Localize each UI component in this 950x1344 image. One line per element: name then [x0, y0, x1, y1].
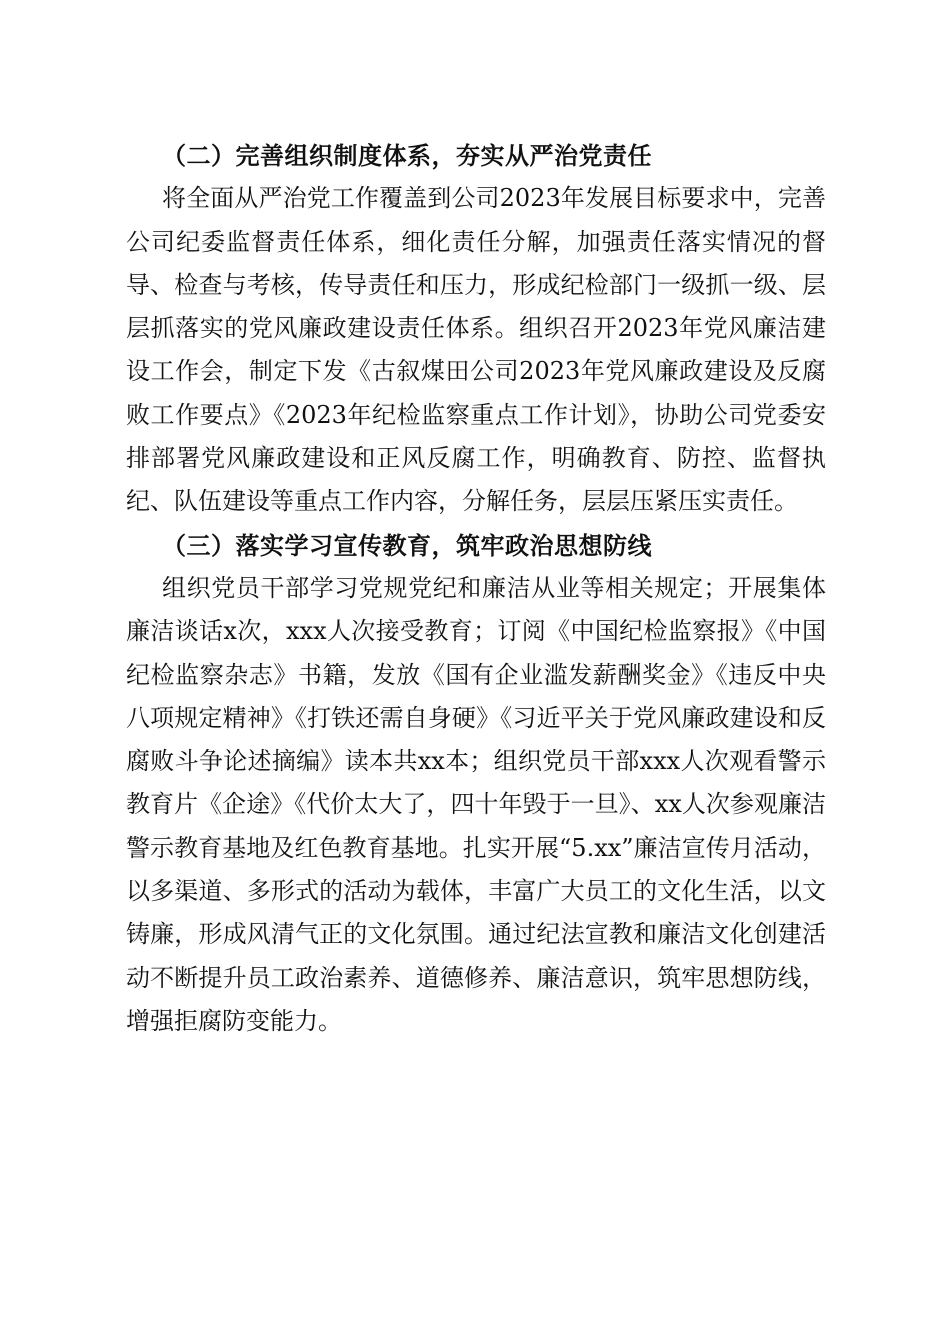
document-body	[126, 134, 826, 1043]
section-heading-3: （三）落实学习宣传教育，筑牢政治思想防线	[162, 530, 652, 560]
section-paragraph-3: 组织党员干部学习党规党纪和廉洁从业等相关规定；开展集体廉洁谈话x次，xxx人次接受教育；订阅《中国纪检监察报》《中国纪检监察杂志》书籍，发放《国有企业滥发薪酬奖金》《违反中央八项规定精神》《打铁还需自身硬》《习近平关于党风廉政建设和反腐败斗争论述摘编》读本共xx本；组织党员干部xxx人次观看警示教育片《企途》《代价太大了，四十年毁于一旦》、xx人次参观廉洁警示教育基地及红色教育基地。扎实开展“5.xx”廉洁宣传月活动，以多渠道、多形式的活动为载体，丰富广大员工的文化生活，以文铸廉，形成风清气正的文化氛围。通过纪法宣教和廉洁文化创建活动不断提升员工政治素养、道德修养、廉洁意识，筑牢思想防线，增强拒腐防变能力。	[126, 573, 826, 1035]
section-paragraph-2: 将全面从严治党工作覆盖到公司2023年发展目标要求中，完善公司纪委监督责任体系，细化责任分解，加强责任落实情况的督导、检查与考核，传导责任和压力，形成纪检部门一级抓一级、层层抓落实的党风廉政建设责任体系。组织召开2023年党风廉洁建设工作会，制定下发《古叙煤田公司2023年党风廉政建设及反腐败工作要点》《2023年纪检监察重点工作计划》，协助公司党委安排部署党风廉政建设和正风反腐工作，明确教育、防控、监督执纪、队伍建设等重点工作内容，分解任务，层层压紧压实责任。	[126, 184, 826, 516]
section-heading-2: （二）完善组织制度体系，夯实从严治党责任	[162, 141, 652, 170]
